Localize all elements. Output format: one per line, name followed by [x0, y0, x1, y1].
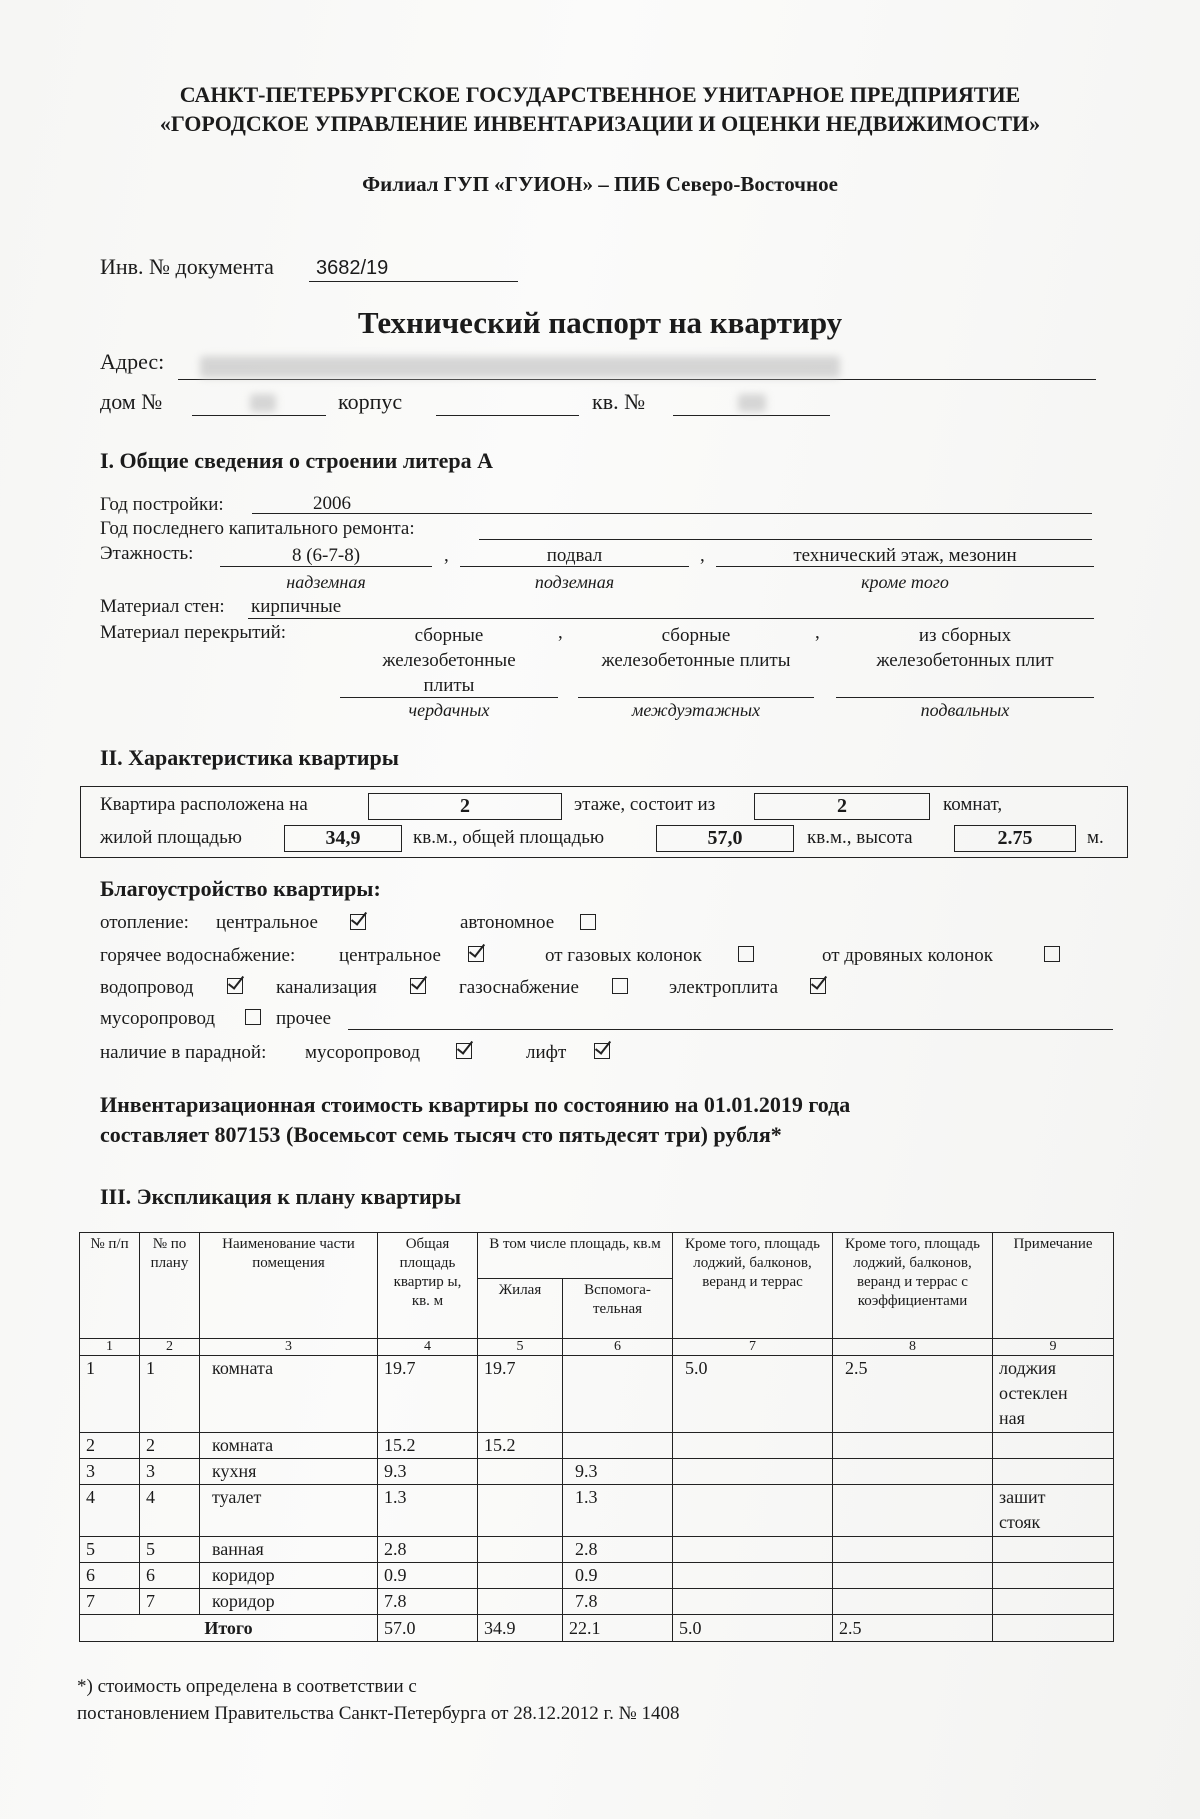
cell — [673, 1589, 833, 1615]
cell — [478, 1459, 563, 1485]
table-total-row — [80, 1615, 1114, 1642]
gas-checkbox[interactable] — [612, 978, 628, 994]
table-row — [80, 1356, 1114, 1433]
caption-above: надземная — [286, 572, 366, 592]
cell: 5 — [140, 1537, 200, 1563]
cell: 4 — [140, 1485, 200, 1537]
cell: 7 — [140, 1589, 200, 1615]
cell — [993, 1589, 1114, 1615]
col-number: 3 — [200, 1339, 378, 1356]
char-text-1: Квартира расположена на — [100, 794, 308, 815]
overlap-base-line2: железобетонных плит — [876, 650, 1054, 671]
garbage-label: мусоропровод — [100, 1008, 216, 1029]
cell — [478, 1537, 563, 1563]
lift-label: лифт — [526, 1042, 567, 1063]
cell — [673, 1537, 833, 1563]
inv-number-label: Инв. № документа — [100, 254, 274, 279]
cell — [833, 1433, 993, 1459]
cell: 6 — [140, 1563, 200, 1589]
walls-line — [248, 598, 1094, 619]
cell — [833, 1537, 993, 1563]
caption-attic: чердачных — [408, 700, 490, 720]
walls-label: Материал стен: — [100, 596, 225, 617]
char-text-4: жилой площадью — [100, 827, 242, 848]
col-number: 1 — [80, 1339, 140, 1356]
cell: 1.3 — [378, 1485, 478, 1537]
col-number: 8 — [833, 1339, 993, 1356]
cell — [478, 1589, 563, 1615]
cell: комната — [200, 1356, 378, 1433]
apartment-label: кв. № — [592, 389, 646, 414]
cell — [673, 1433, 833, 1459]
hotwater-gas-label: от газовых колонок — [545, 945, 702, 966]
overlap-base-value — [836, 623, 1094, 673]
heating-central-checkbox[interactable] — [350, 914, 366, 930]
caption-inter: междуэтажных — [631, 700, 761, 720]
cell — [833, 1563, 993, 1589]
comma-4: , — [815, 622, 820, 643]
apartment-redaction — [738, 394, 766, 412]
table-row — [80, 1459, 1114, 1485]
cell — [478, 1485, 563, 1537]
col-header-living: Жилая — [478, 1279, 563, 1339]
cell: 7.8 — [563, 1589, 673, 1615]
sewer-checkbox[interactable] — [410, 978, 426, 994]
cell: лоджия остеклен ная — [993, 1356, 1114, 1433]
cell — [673, 1563, 833, 1589]
org-name-line2: «ГОРОДСКОЕ УПРАВЛЕНИЕ ИНВЕНТАРИЗАЦИИ И ОЦЕНКИ НЕДВИЖИМОСТИ» — [159, 111, 1041, 136]
table-row — [80, 1589, 1114, 1615]
cell: 6 — [80, 1563, 140, 1589]
table-row — [80, 1433, 1114, 1459]
comma-3: , — [558, 622, 563, 643]
cell: 5 — [80, 1537, 140, 1563]
cell: коридор — [200, 1563, 378, 1589]
last-repair-line — [479, 519, 1092, 540]
cell: 2.8 — [378, 1537, 478, 1563]
cell: 7 — [80, 1589, 140, 1615]
table-header-row — [80, 1233, 1114, 1279]
total-cell: 2.5 — [833, 1615, 993, 1642]
cell — [993, 1459, 1114, 1485]
section3-heading: III. Экспликация к плану квартиры — [100, 1184, 462, 1209]
cell: 1.3 — [563, 1485, 673, 1537]
total-label: Итого — [80, 1615, 378, 1642]
year-built-line — [252, 493, 1092, 514]
cell: 7.8 — [378, 1589, 478, 1615]
other-line — [348, 1009, 1113, 1030]
cell: 1 — [140, 1356, 200, 1433]
heating-label: отопление: — [100, 912, 189, 933]
cell — [478, 1563, 563, 1589]
valuation-line1: Инвентаризационная стоимость квартиры по состоянию на 01.01.2019 года — [100, 1092, 851, 1117]
char-text-5: кв.м., общей площадью — [413, 827, 605, 848]
cell: 4 — [80, 1485, 140, 1537]
other-label: прочее — [276, 1008, 332, 1029]
korpus-label: корпус — [338, 389, 403, 414]
cell: 3 — [80, 1459, 140, 1485]
overlap-attic-line1: сборные — [414, 625, 484, 646]
cell — [993, 1563, 1114, 1589]
col-header-plan: № по плану — [140, 1233, 200, 1339]
cell: 15.2 — [478, 1433, 563, 1459]
valuation-line2: составляет 807153 (Восемьсот семь тысяч сто пятьдесят три) рубля* — [100, 1122, 782, 1147]
heating-autonomous-checkbox[interactable] — [580, 914, 596, 930]
overlaps-label: Материал перекрытий: — [100, 622, 287, 643]
col-header-aux: Вспомога-тельная — [563, 1279, 673, 1339]
cell — [993, 1433, 1114, 1459]
char-text-7: м. — [1087, 827, 1104, 848]
cell: зашит стояк — [993, 1485, 1114, 1537]
comma-1: , — [444, 545, 449, 566]
hotwater-central-checkbox[interactable] — [468, 946, 484, 962]
cell — [563, 1356, 673, 1433]
char-text-2: этаже, состоит из — [574, 794, 716, 815]
cell — [673, 1485, 833, 1537]
col-number: 2 — [140, 1339, 200, 1356]
overlap-inter-line1: сборные — [661, 625, 731, 646]
house-redaction — [250, 394, 276, 412]
address-redaction — [200, 356, 840, 378]
entrance-garbage-label: мусоропровод — [305, 1042, 421, 1063]
garbage-checkbox[interactable] — [245, 1009, 261, 1025]
table-row — [80, 1485, 1114, 1537]
floors-under-value: подвал — [546, 545, 603, 566]
branch-name: Филиал ГУП «ГУИОН» – ПИБ Северо-Восточное — [362, 172, 838, 196]
footnote-line2: постановлением Правительства Санкт-Петербурга от 28.12.2012 г. № 1408 — [77, 1703, 680, 1724]
heating-autonomous-label: автономное — [460, 912, 555, 933]
col-number: 6 — [563, 1339, 673, 1356]
cell — [833, 1459, 993, 1485]
col-number: 9 — [993, 1339, 1114, 1356]
floor-value-box: 2 — [368, 793, 562, 820]
caption-under: подземная — [534, 572, 615, 592]
lift-checkbox[interactable] — [594, 1043, 610, 1059]
entrance-garbage-checkbox[interactable] — [456, 1043, 472, 1059]
hotwater-label: горячее водоснабжение: — [100, 945, 296, 966]
height-box: 2.75 — [954, 825, 1076, 852]
col-header-note: Примечание — [993, 1233, 1114, 1339]
cell: 15.2 — [378, 1433, 478, 1459]
total-cell — [993, 1615, 1114, 1642]
overlap-inter-value — [578, 623, 814, 673]
col-number: 5 — [478, 1339, 563, 1356]
col-number: 7 — [673, 1339, 833, 1356]
cell: 1 — [80, 1356, 140, 1433]
col-number: 4 — [378, 1339, 478, 1356]
col-header-loggia-coef: Кроме того, площадь лоджий, балконов, веранд и террас с коэффициентами — [833, 1233, 993, 1339]
living-area-box: 34,9 — [284, 825, 402, 852]
water-label: водопровод — [100, 977, 194, 998]
overlap-base-line — [836, 677, 1094, 698]
hotwater-wood-label: от дровяных колонок — [822, 945, 994, 966]
cell — [993, 1537, 1114, 1563]
cell: 9.3 — [563, 1459, 673, 1485]
cell: 0.9 — [378, 1563, 478, 1589]
explication-table — [79, 1232, 1114, 1642]
cell: 5.0 — [673, 1356, 833, 1433]
col-header-incl: В том числе площадь, кв.м — [478, 1233, 673, 1279]
char-text-6: кв.м., высота — [807, 827, 913, 848]
col-header-name: Наименование части помещения — [200, 1233, 378, 1339]
elstove-label: электроплита — [669, 977, 779, 998]
amenities-heading: Благоустройство квартиры: — [100, 876, 381, 901]
total-cell: 34.9 — [478, 1615, 563, 1642]
cell: 19.7 — [378, 1356, 478, 1433]
cell: 19.7 — [478, 1356, 563, 1433]
table-row — [80, 1563, 1114, 1589]
overlap-attic-line — [340, 677, 558, 698]
year-built-value: 2006 — [313, 493, 351, 514]
overlap-inter-line2: железобетонные плиты — [601, 650, 791, 671]
address-label: Адрес: — [100, 349, 165, 374]
cell: ванная — [200, 1537, 378, 1563]
cell: 2.5 — [833, 1356, 993, 1433]
cell: 2.8 — [563, 1537, 673, 1563]
total-cell: 22.1 — [563, 1615, 673, 1642]
total-area-box: 57,0 — [656, 825, 794, 852]
cell — [833, 1589, 993, 1615]
house-label: дом № — [100, 389, 163, 414]
document-title: Технический паспорт на квартиру — [357, 305, 843, 340]
col-header-total: Общая площадь квартир ы, кв. м — [378, 1233, 478, 1339]
hotwater-gas-checkbox[interactable] — [738, 946, 754, 962]
cell: туалет — [200, 1485, 378, 1537]
section2-heading: II. Характеристика квартиры — [100, 745, 399, 770]
cell: 2 — [140, 1433, 200, 1459]
floors-extra-value: технический этаж, мезонин — [793, 545, 1017, 566]
elstove-checkbox[interactable] — [810, 978, 826, 994]
total-cell: 5.0 — [673, 1615, 833, 1642]
inv-number-value: 3682/19 — [316, 257, 389, 279]
cell: коридор — [200, 1589, 378, 1615]
last-repair-label: Год последнего капитального ремонта: — [100, 518, 415, 539]
cell — [833, 1485, 993, 1537]
cell: кухня — [200, 1459, 378, 1485]
hotwater-central-label: центральное — [339, 945, 441, 966]
hotwater-wood-checkbox[interactable] — [1044, 946, 1060, 962]
walls-value: кирпичные — [251, 596, 342, 617]
cell — [673, 1459, 833, 1485]
table-col-numbers — [80, 1339, 1114, 1356]
sewer-label: канализация — [276, 977, 377, 998]
overlap-attic-line2: железобетонные — [382, 650, 516, 671]
cell — [563, 1433, 673, 1459]
char-text-3: комнат, — [943, 794, 1003, 815]
col-header-pp: № п/п — [80, 1233, 140, 1339]
entrance-label: наличие в парадной: — [100, 1042, 267, 1063]
cell: 0.9 — [563, 1563, 673, 1589]
cell: 2 — [80, 1433, 140, 1459]
cell: комната — [200, 1433, 378, 1459]
cell: 9.3 — [378, 1459, 478, 1485]
gas-label: газоснабжение — [459, 977, 579, 998]
org-name-line1: САНКТ-ПЕТЕРБУРГСКОЕ ГОСУДАРСТВЕННОЕ УНИТАРНОЕ ПРЕДПРИЯТИЕ — [179, 82, 1021, 107]
rooms-value-box: 2 — [754, 793, 930, 820]
col-header-loggia: Кроме того, площадь лоджий, балконов, веранд и террас — [673, 1233, 833, 1339]
korpus-line — [436, 393, 579, 416]
overlap-attic-line3: плиты — [423, 675, 475, 696]
overlap-base-line1: из сборных — [918, 625, 1012, 646]
footnote-line1: *) стоимость определена в соответствии с — [77, 1676, 417, 1697]
section1-heading: I. Общие сведения о строении литера А — [100, 448, 494, 473]
caption-base: подвальных — [920, 700, 1010, 720]
floors-above-value: 8 (6-7-8) — [291, 545, 361, 566]
water-checkbox[interactable] — [227, 978, 243, 994]
table-row — [80, 1537, 1114, 1563]
heating-central-label: центральное — [216, 912, 318, 933]
caption-extra: кроме того — [861, 572, 949, 592]
comma-2: , — [700, 545, 705, 566]
cell: 3 — [140, 1459, 200, 1485]
floors-label: Этажность: — [100, 543, 194, 564]
total-cell: 57.0 — [378, 1615, 478, 1642]
year-built-label: Год постройки: — [100, 494, 224, 515]
overlap-inter-line — [578, 677, 814, 698]
